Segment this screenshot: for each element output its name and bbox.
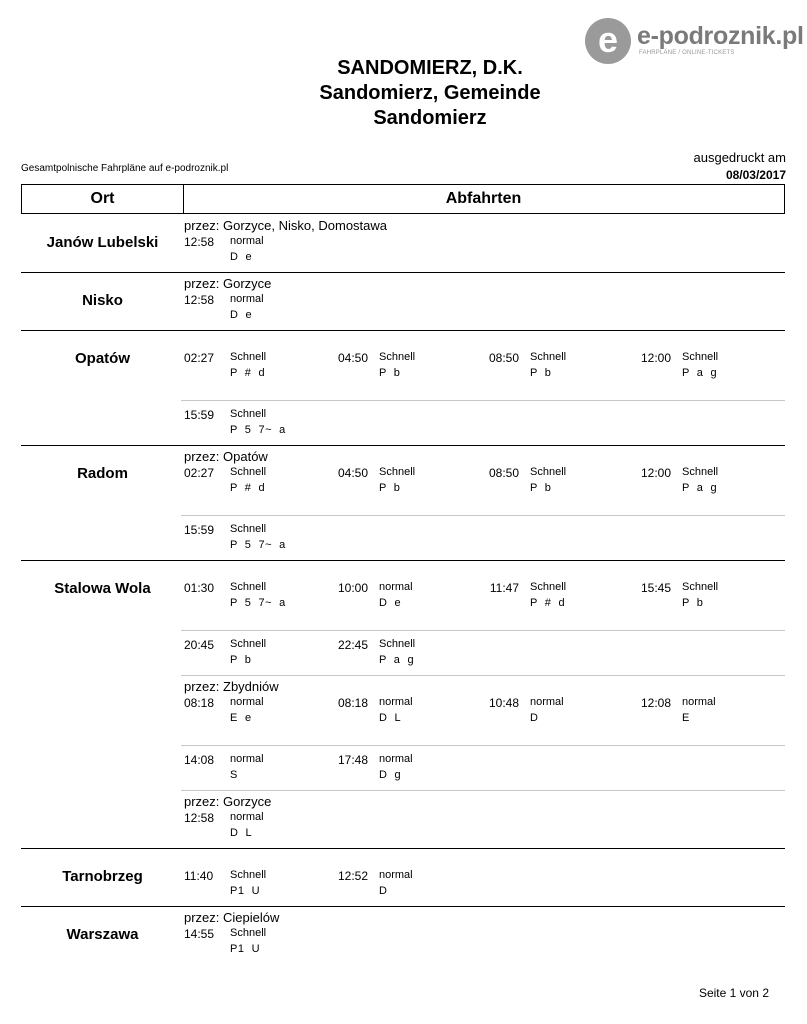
line-divider bbox=[181, 630, 785, 631]
departure-type: Schnell bbox=[230, 869, 267, 881]
departure-notes: D e bbox=[379, 597, 402, 609]
departure-notes: P # d bbox=[230, 367, 266, 379]
route-via: przez: Zbydniów bbox=[184, 679, 279, 694]
departure-entry bbox=[184, 523, 334, 557]
departure-type: Schnell bbox=[530, 581, 567, 593]
departure-type: Schnell bbox=[230, 466, 267, 478]
place-name: Opatów bbox=[75, 350, 130, 367]
line-divider bbox=[181, 515, 785, 516]
departure-entry bbox=[640, 696, 790, 730]
route-via: przez: Gorzyce bbox=[184, 794, 272, 809]
departure-entry bbox=[184, 293, 334, 327]
departure-type: Schnell bbox=[682, 466, 719, 478]
departure-time: 02:27 bbox=[184, 466, 215, 480]
departure-notes: P b bbox=[682, 597, 704, 609]
route-via: przez: Gorzyce bbox=[184, 276, 272, 291]
group-divider bbox=[181, 790, 785, 791]
departure-notes: P a g bbox=[682, 367, 718, 379]
departure-time: 02:27 bbox=[184, 351, 215, 365]
departure-notes: P b bbox=[379, 367, 401, 379]
printed-label: ausgedruckt am bbox=[693, 150, 786, 165]
departure-notes: D L bbox=[379, 712, 402, 724]
logo-e-icon: e bbox=[585, 18, 631, 64]
departure-notes: P a g bbox=[682, 482, 718, 494]
route-via: przez: Ciepielów bbox=[184, 910, 280, 925]
departure-entry bbox=[184, 869, 334, 903]
departure-notes: P1 U bbox=[230, 943, 261, 955]
departure-notes: D L bbox=[230, 827, 253, 839]
departure-time: 14:08 bbox=[184, 753, 215, 767]
group-divider bbox=[181, 675, 785, 676]
departure-notes: D bbox=[379, 885, 388, 897]
departure-time: 12:58 bbox=[184, 235, 215, 249]
departure-notes: P1 U bbox=[230, 885, 261, 897]
departure-type: normal bbox=[230, 696, 264, 708]
departure-time: 12:58 bbox=[184, 293, 215, 307]
departure-notes: E bbox=[682, 712, 690, 724]
departure-time: 22:45 bbox=[337, 638, 368, 652]
departure-entry bbox=[184, 638, 334, 672]
departure-notes: P b bbox=[379, 482, 401, 494]
departure-entry bbox=[184, 408, 334, 442]
title-line-1: SANDOMIERZ, D.K. bbox=[337, 57, 523, 79]
row-divider bbox=[21, 560, 785, 561]
departure-type: Schnell bbox=[230, 638, 267, 650]
departure-time: 17:48 bbox=[337, 753, 368, 767]
departure-type: Schnell bbox=[530, 351, 567, 363]
departure-time: 04:50 bbox=[337, 466, 368, 480]
departure-notes: P # d bbox=[230, 482, 266, 494]
departure-type: Schnell bbox=[230, 581, 267, 593]
departure-type: Schnell bbox=[682, 581, 719, 593]
departure-type: Schnell bbox=[530, 466, 567, 478]
departure-type: Schnell bbox=[379, 466, 416, 478]
row-divider bbox=[21, 445, 785, 446]
departure-type: Schnell bbox=[230, 351, 267, 363]
departure-type: normal bbox=[682, 696, 716, 708]
departure-notes: P 5 7~ a bbox=[230, 424, 286, 436]
departure-entry bbox=[184, 235, 334, 269]
departure-entry bbox=[488, 696, 638, 730]
departure-time: 04:50 bbox=[337, 351, 368, 365]
title-line-2: Sandomierz, Gemeinde bbox=[319, 82, 541, 104]
departure-notes: E e bbox=[230, 712, 252, 724]
departure-notes: P b bbox=[530, 367, 552, 379]
departure-time: 12:52 bbox=[337, 869, 368, 883]
departure-type: normal bbox=[230, 811, 264, 823]
departure-entry bbox=[184, 927, 334, 961]
departure-time: 15:59 bbox=[184, 408, 215, 422]
column-header-place: Ort bbox=[22, 185, 184, 213]
departure-entry bbox=[337, 638, 487, 672]
departure-type: normal bbox=[379, 753, 413, 765]
departure-type: Schnell bbox=[230, 408, 267, 420]
departure-time: 10:48 bbox=[488, 696, 519, 710]
departure-time: 08:18 bbox=[184, 696, 215, 710]
source-note: Gesamtpolnische Fahrpläne auf e-podroznik.pl bbox=[21, 163, 229, 174]
departure-type: normal bbox=[230, 235, 264, 247]
departure-time: 11:40 bbox=[184, 869, 214, 883]
departure-entry bbox=[337, 753, 487, 787]
departure-type: normal bbox=[230, 753, 264, 765]
place-name: Tarnobrzeg bbox=[62, 868, 143, 885]
departure-notes: P 5 7~ a bbox=[230, 597, 286, 609]
departure-type: normal bbox=[379, 696, 413, 708]
departure-entry bbox=[184, 581, 334, 615]
departure-time: 11:47 bbox=[489, 581, 519, 595]
printed-info bbox=[694, 149, 787, 184]
line-divider bbox=[181, 745, 785, 746]
departure-entry bbox=[184, 351, 334, 385]
place-name: Nisko bbox=[82, 292, 123, 309]
departure-type: normal bbox=[379, 869, 413, 881]
departure-time: 10:00 bbox=[337, 581, 368, 595]
departure-type: normal bbox=[230, 293, 264, 305]
departure-notes: P b bbox=[530, 482, 552, 494]
title-line-3: Sandomierz bbox=[373, 107, 487, 129]
departure-type: Schnell bbox=[230, 523, 267, 535]
departure-time: 01:30 bbox=[184, 581, 215, 595]
logo-tagline: FAHRPLÄNE / ONLINE-TICKETS bbox=[639, 50, 735, 56]
departure-time: 15:45 bbox=[640, 581, 671, 595]
departure-notes: D e bbox=[230, 309, 253, 321]
departure-time: 15:59 bbox=[184, 523, 215, 537]
departure-entry bbox=[337, 351, 487, 385]
route-via: przez: Gorzyce, Nisko, Domostawa bbox=[184, 218, 388, 233]
table-header bbox=[21, 184, 785, 214]
departure-type: Schnell bbox=[379, 351, 416, 363]
departure-time: 12:08 bbox=[640, 696, 671, 710]
departure-type: Schnell bbox=[379, 638, 416, 650]
row-divider bbox=[21, 848, 785, 849]
departure-entry bbox=[184, 753, 334, 787]
departure-entry bbox=[184, 466, 334, 500]
departure-type: normal bbox=[379, 581, 413, 593]
departure-time: 12:00 bbox=[640, 466, 671, 480]
departure-notes: D g bbox=[379, 769, 402, 781]
departure-time: 08:50 bbox=[488, 351, 519, 365]
departure-entry bbox=[640, 581, 790, 615]
departure-time: 08:18 bbox=[337, 696, 368, 710]
departure-type: Schnell bbox=[682, 351, 719, 363]
departure-time: 14:55 bbox=[184, 927, 215, 941]
departure-entry bbox=[640, 351, 790, 385]
printed-date: 08/03/2017 bbox=[725, 168, 786, 182]
departure-entry bbox=[337, 869, 487, 903]
row-divider bbox=[21, 272, 785, 273]
departure-entry bbox=[184, 696, 334, 730]
departure-entry bbox=[488, 351, 638, 385]
departure-time: 12:58 bbox=[184, 811, 215, 825]
departure-entry bbox=[184, 811, 334, 845]
departure-entry bbox=[337, 696, 487, 730]
departure-type: normal bbox=[530, 696, 564, 708]
departure-entry bbox=[488, 466, 638, 500]
departure-notes: D bbox=[530, 712, 539, 724]
departure-time: 20:45 bbox=[184, 638, 215, 652]
departure-time: 08:50 bbox=[488, 466, 519, 480]
place-name: Warszawa bbox=[66, 926, 139, 943]
logo-text: e-podroznik.pl bbox=[637, 22, 804, 50]
departure-entry bbox=[488, 581, 638, 615]
place-name: Radom bbox=[77, 465, 128, 482]
departure-notes: P b bbox=[230, 654, 252, 666]
departure-type: Schnell bbox=[230, 927, 267, 939]
page-number: Seite 1 von 2 bbox=[698, 986, 769, 1000]
departure-entry bbox=[640, 466, 790, 500]
column-header-departures: Abfahrten bbox=[445, 190, 522, 207]
place-name: Janów Lubelski bbox=[46, 234, 159, 251]
departure-entry bbox=[337, 466, 487, 500]
line-divider bbox=[181, 400, 785, 401]
departure-notes: P a g bbox=[379, 654, 415, 666]
row-divider bbox=[21, 906, 785, 907]
place-name: Stalowa Wola bbox=[54, 580, 151, 597]
departure-notes: P # d bbox=[530, 597, 566, 609]
departure-time: 12:00 bbox=[640, 351, 671, 365]
departure-notes: P 5 7~ a bbox=[230, 539, 286, 551]
row-divider bbox=[21, 330, 785, 331]
route-via: przez: Opatów bbox=[184, 449, 268, 464]
departure-entry bbox=[337, 581, 487, 615]
departure-notes: D e bbox=[230, 251, 253, 263]
departure-notes: S bbox=[230, 769, 238, 781]
